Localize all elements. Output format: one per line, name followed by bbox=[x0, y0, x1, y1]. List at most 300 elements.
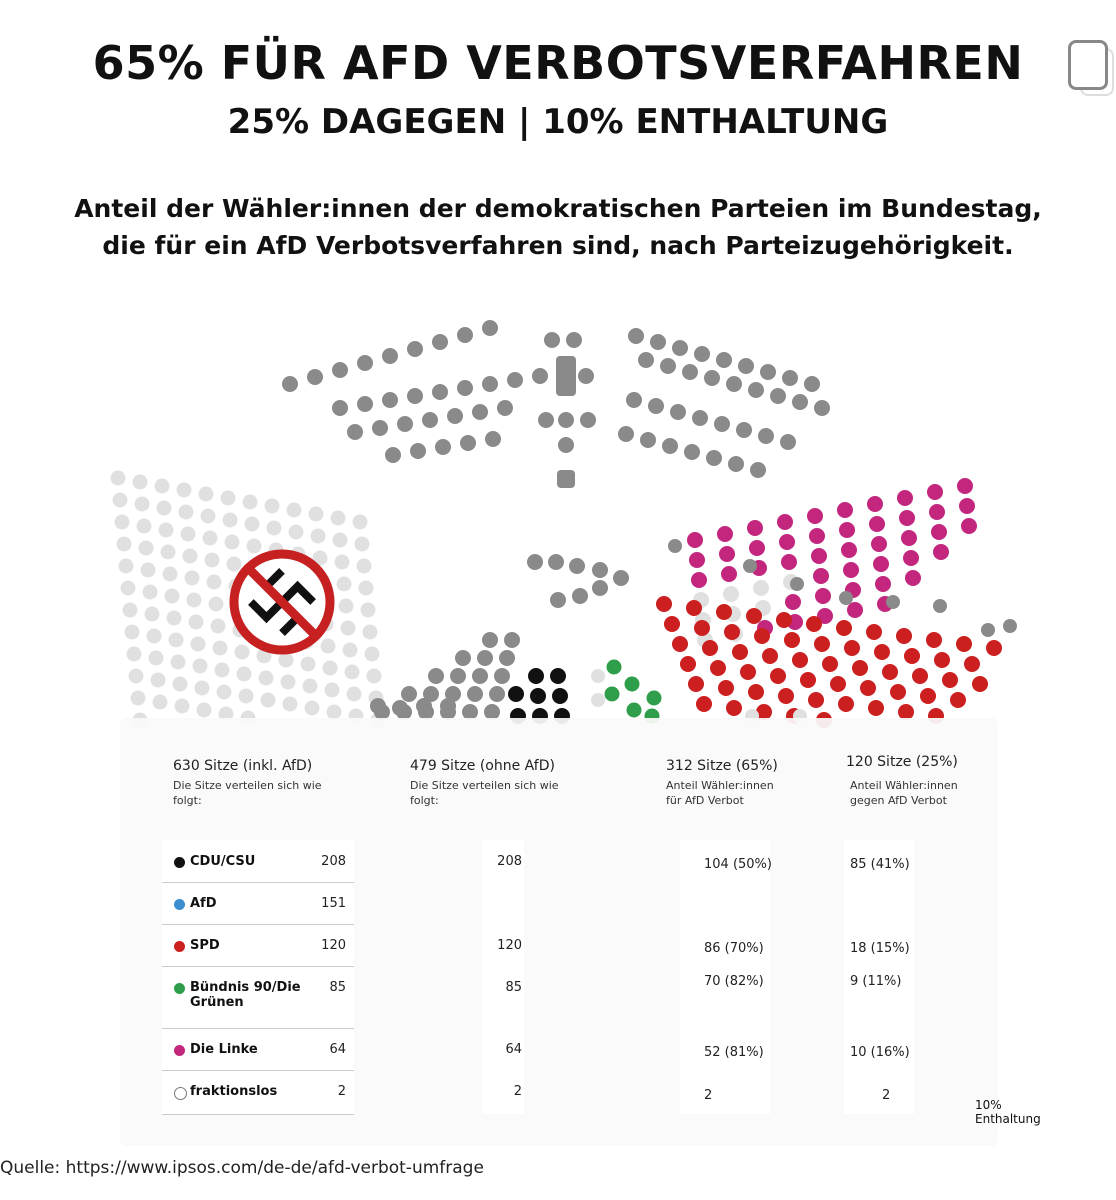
afd-seat bbox=[111, 471, 126, 486]
government-seat bbox=[472, 404, 488, 420]
gruene-seat bbox=[607, 660, 622, 675]
cdu-seat bbox=[416, 698, 432, 714]
seats-all: 120 bbox=[321, 938, 346, 953]
afd-seat bbox=[193, 659, 208, 674]
afd-seat bbox=[265, 499, 280, 514]
row-divider bbox=[162, 1028, 354, 1029]
government-seat bbox=[660, 358, 676, 374]
cdu-seat-for bbox=[552, 688, 568, 704]
seats-against-ban: 9 (11%) bbox=[850, 974, 902, 989]
afd-seat bbox=[161, 545, 176, 560]
government-seat bbox=[662, 438, 678, 454]
headline: 65% FÜR AFD VERBOTSVERFAHREN bbox=[92, 36, 1024, 90]
linke-seat bbox=[929, 504, 945, 520]
afd-seat bbox=[175, 699, 190, 714]
afd-seat bbox=[365, 647, 380, 662]
government-seat bbox=[482, 376, 498, 392]
government-seat bbox=[692, 410, 708, 426]
afd-seat bbox=[207, 575, 222, 590]
spd-seat bbox=[860, 680, 876, 696]
afd-seat bbox=[335, 555, 350, 570]
afd-seat bbox=[119, 559, 134, 574]
linke-seat bbox=[723, 586, 739, 602]
government-seat bbox=[422, 412, 438, 428]
linke-seat bbox=[927, 484, 943, 500]
afd-seat bbox=[217, 685, 232, 700]
minor-seat bbox=[613, 570, 629, 586]
afd-seat bbox=[147, 629, 162, 644]
afd-seat bbox=[279, 653, 294, 668]
spd-seat bbox=[830, 676, 846, 692]
government-seat bbox=[672, 340, 688, 356]
afd-seat bbox=[345, 665, 360, 680]
afd-seat bbox=[179, 505, 194, 520]
spd-seat bbox=[822, 656, 838, 672]
cdu-seat bbox=[370, 698, 386, 714]
afd-seat bbox=[167, 611, 182, 626]
gruene-seat bbox=[627, 703, 642, 718]
afd-seat bbox=[113, 493, 128, 508]
government-seat bbox=[332, 362, 348, 378]
government-seat bbox=[716, 352, 732, 368]
government-seat bbox=[460, 435, 476, 451]
linke-seat-neutral bbox=[790, 577, 804, 591]
government-seat bbox=[307, 369, 323, 385]
spd-seat bbox=[950, 692, 966, 708]
afd-seat bbox=[213, 641, 228, 656]
government-seat bbox=[736, 422, 752, 438]
spd-seat bbox=[748, 684, 764, 700]
minor-seat bbox=[592, 580, 608, 596]
spd-seat bbox=[926, 632, 942, 648]
minor-seat bbox=[569, 558, 585, 574]
spd-seat bbox=[956, 636, 972, 652]
afd-seat bbox=[245, 517, 260, 532]
afd-seat bbox=[191, 637, 206, 652]
linke-seat bbox=[809, 528, 825, 544]
afd-seat bbox=[225, 535, 240, 550]
spd-seat bbox=[680, 656, 696, 672]
government-seat bbox=[332, 400, 348, 416]
afd-seat bbox=[141, 563, 156, 578]
afd-seat bbox=[239, 689, 254, 704]
afd-seat bbox=[163, 567, 178, 582]
government-seat bbox=[357, 355, 373, 371]
seats-no-afd: 120 bbox=[497, 938, 522, 953]
presidium-seat bbox=[532, 368, 548, 384]
afd-seat bbox=[129, 669, 144, 684]
spd-seat bbox=[718, 680, 734, 696]
seats-no-afd: 2 bbox=[513, 1084, 522, 1099]
afd-seat bbox=[157, 501, 172, 516]
afd-seat bbox=[311, 529, 326, 544]
spd-seat bbox=[874, 644, 890, 660]
spd-seat bbox=[934, 652, 950, 668]
government-seat bbox=[684, 444, 700, 460]
linke-seat-neutral bbox=[1003, 619, 1017, 633]
linke-seat bbox=[779, 534, 795, 550]
afd-seat bbox=[137, 519, 152, 534]
afd-seat bbox=[355, 537, 370, 552]
afd-seat bbox=[173, 677, 188, 692]
afd-seat bbox=[189, 615, 204, 630]
afd-seat bbox=[227, 557, 242, 572]
afd-seat bbox=[235, 645, 250, 660]
spd-seat bbox=[852, 660, 868, 676]
afd-seat bbox=[223, 513, 238, 528]
linke-seat bbox=[873, 556, 889, 572]
government-seat bbox=[507, 372, 523, 388]
afd-seat bbox=[121, 581, 136, 596]
linke-seat-neutral bbox=[981, 623, 995, 637]
linke-seat bbox=[871, 536, 887, 552]
afd-seat bbox=[359, 581, 374, 596]
seats-all: 151 bbox=[321, 896, 346, 911]
afd-seat bbox=[183, 549, 198, 564]
afd-seat bbox=[221, 491, 236, 506]
no-swastika-icon bbox=[234, 554, 330, 650]
government-seat bbox=[432, 384, 448, 400]
government-seat bbox=[770, 388, 786, 404]
government-seat bbox=[410, 443, 426, 459]
spd-seat bbox=[686, 600, 702, 616]
afd-seat bbox=[353, 515, 368, 530]
spd-seat bbox=[732, 644, 748, 660]
linke-seat bbox=[905, 570, 921, 586]
afd-seat bbox=[127, 647, 142, 662]
government-seat bbox=[640, 432, 656, 448]
seats-for-ban: 86 (70%) bbox=[704, 941, 764, 956]
party-color-dot bbox=[174, 857, 185, 868]
government-seat bbox=[282, 376, 298, 392]
col1-head: 630 Sitze (inkl. AfD) bbox=[173, 758, 313, 774]
afd-seat bbox=[117, 537, 132, 552]
party-name: AfD bbox=[190, 896, 217, 911]
linke-seat bbox=[841, 542, 857, 558]
government-seat bbox=[792, 394, 808, 410]
source-link[interactable]: Quelle: https://www.ipsos.com/de-de/afd-verbot-umfrage bbox=[0, 1158, 484, 1178]
seats-against-ban: 85 (41%) bbox=[850, 857, 910, 872]
afd-seat bbox=[259, 671, 274, 686]
afd-seat bbox=[247, 539, 262, 554]
government-seat bbox=[457, 380, 473, 396]
afd-seat bbox=[155, 479, 170, 494]
spd-seat bbox=[792, 652, 808, 668]
seats-against-ban: 10 (16%) bbox=[850, 1045, 910, 1060]
presidium-seat bbox=[580, 412, 596, 428]
cdu-seat bbox=[489, 686, 505, 702]
party-color-dot bbox=[174, 1087, 187, 1100]
minor-seat bbox=[592, 562, 608, 578]
afd-seat bbox=[139, 541, 154, 556]
cdu-seat bbox=[455, 650, 471, 666]
seats-for-ban: 52 (81%) bbox=[704, 1045, 764, 1060]
row-divider bbox=[162, 1070, 354, 1071]
afd-seat bbox=[281, 675, 296, 690]
government-seat bbox=[407, 341, 423, 357]
party-color-dot bbox=[174, 899, 185, 910]
seats-all: 2 bbox=[337, 1084, 346, 1099]
seats-for-ban: 104 (50%) bbox=[704, 857, 772, 872]
government-seat bbox=[804, 376, 820, 392]
afd-seat bbox=[149, 651, 164, 666]
col1-sub: Die Sitze verteilen sich wie folgt: bbox=[173, 779, 322, 807]
afd-seat bbox=[199, 487, 214, 502]
linke-seat bbox=[815, 588, 831, 604]
subtitle-line-2: die für ein AfD Verbotsverfahren sind, nach Parteizugehörigkeit. bbox=[102, 231, 1014, 260]
afd-seat bbox=[123, 603, 138, 618]
cdu-seat-for bbox=[528, 668, 544, 684]
government-seat bbox=[814, 400, 830, 416]
spd-seat bbox=[800, 672, 816, 688]
gruene-seat bbox=[647, 691, 662, 706]
afd-seat bbox=[185, 571, 200, 586]
cdu-seat bbox=[499, 650, 515, 666]
party-color-dot bbox=[174, 983, 185, 994]
minor-seat bbox=[548, 554, 564, 570]
linke-seat bbox=[961, 518, 977, 534]
col3-sub: Anteil Wähler:innen für AfD Verbot bbox=[666, 779, 774, 807]
afd-seat bbox=[201, 509, 216, 524]
afd-seat bbox=[287, 503, 302, 518]
row-divider bbox=[162, 924, 354, 925]
afd-seat bbox=[177, 483, 192, 498]
government-seat bbox=[447, 408, 463, 424]
government-seat bbox=[726, 376, 742, 392]
afd-seat bbox=[305, 701, 320, 716]
cdu-seat bbox=[472, 668, 488, 684]
spd-seat bbox=[664, 616, 680, 632]
government-seat bbox=[714, 416, 730, 432]
subtitle-line-1: Anteil der Wähler:innen der demokratischen Parteien im Bundestag, bbox=[74, 194, 1042, 223]
spd-seat bbox=[740, 664, 756, 680]
linke-seat-neutral bbox=[933, 599, 947, 613]
government-seat bbox=[694, 346, 710, 362]
government-seat bbox=[385, 447, 401, 463]
subheadline: 25% DAGEGEN | 10% ENTHALTUNG bbox=[227, 102, 889, 142]
party-name: Bündnis 90/Die Grünen bbox=[190, 980, 301, 1010]
presidium-seat bbox=[558, 412, 574, 428]
spd-seat bbox=[770, 668, 786, 684]
spd-seat bbox=[808, 692, 824, 708]
government-seat bbox=[758, 428, 774, 444]
afd-seat bbox=[283, 697, 298, 712]
linke-seat bbox=[749, 540, 765, 556]
row-divider bbox=[162, 882, 354, 883]
linke-seat bbox=[807, 508, 823, 524]
linke-seat bbox=[777, 514, 793, 530]
party-color-dot bbox=[174, 1045, 185, 1056]
government-seat bbox=[357, 396, 373, 412]
afd-seat bbox=[337, 577, 352, 592]
government-seat bbox=[780, 434, 796, 450]
government-seat bbox=[435, 439, 451, 455]
spd-seat bbox=[696, 696, 712, 712]
seats-no-afd: 64 bbox=[505, 1042, 522, 1057]
afd-seat bbox=[151, 673, 166, 688]
spd-seat bbox=[838, 696, 854, 712]
government-seat bbox=[682, 364, 698, 380]
seat-table bbox=[120, 718, 1041, 1146]
afd-seat bbox=[115, 515, 130, 530]
col2-sub: Die Sitze verteilen sich wie folgt: bbox=[410, 779, 559, 807]
linke-seat bbox=[687, 532, 703, 548]
cdu-seat bbox=[450, 668, 466, 684]
minor-seat bbox=[572, 588, 588, 604]
spd-seat bbox=[702, 640, 718, 656]
linke-seat bbox=[897, 490, 913, 506]
col3-head: 312 Sitze (65%) bbox=[666, 758, 778, 774]
afd-seat bbox=[143, 585, 158, 600]
seats-no-afd: 85 bbox=[505, 980, 522, 995]
spd-seat bbox=[986, 640, 1002, 656]
party-name: CDU/CSU bbox=[190, 854, 256, 869]
afd-seat bbox=[347, 687, 362, 702]
linke-seat bbox=[689, 552, 705, 568]
seats-for-ban: 70 (82%) bbox=[704, 974, 764, 989]
linke-seat bbox=[933, 544, 949, 560]
linke-seat bbox=[847, 602, 863, 618]
gruene-seat bbox=[591, 669, 605, 683]
afd-seat bbox=[325, 683, 340, 698]
spd-seat bbox=[904, 648, 920, 664]
spd-seat bbox=[882, 664, 898, 680]
linke-seat bbox=[931, 524, 947, 540]
afd-seat bbox=[363, 625, 378, 640]
col2-card bbox=[482, 840, 524, 1114]
spd-seat bbox=[724, 624, 740, 640]
cdu-seat-for bbox=[530, 688, 546, 704]
afd-seat bbox=[153, 695, 168, 710]
party-name: SPD bbox=[190, 938, 220, 953]
seats-all: 64 bbox=[329, 1042, 346, 1057]
government-seat bbox=[738, 358, 754, 374]
afd-seat bbox=[159, 523, 174, 538]
afd-seat bbox=[261, 693, 276, 708]
afd-seat bbox=[321, 639, 336, 654]
spd-seat bbox=[656, 596, 672, 612]
seats-all: 85 bbox=[329, 980, 346, 995]
afd-seat bbox=[205, 553, 220, 568]
afd-seat bbox=[361, 603, 376, 618]
seats-all: 208 bbox=[321, 854, 346, 869]
afd-seat bbox=[125, 625, 140, 640]
linke-seat-neutral bbox=[839, 591, 853, 605]
government-seat bbox=[485, 431, 501, 447]
col2-head: 479 Sitze (ohne AfD) bbox=[410, 758, 555, 774]
government-seat bbox=[457, 327, 473, 343]
government-seat bbox=[618, 426, 634, 442]
spd-seat bbox=[896, 628, 912, 644]
presidium-seat bbox=[566, 332, 582, 348]
presidium-seat bbox=[578, 368, 594, 384]
afd-seat bbox=[333, 533, 348, 548]
seats-for-ban: 2 bbox=[704, 1088, 713, 1103]
cdu-seat bbox=[504, 632, 520, 648]
cdu-seat-for bbox=[508, 686, 524, 702]
linke-seat bbox=[781, 554, 797, 570]
spd-seat bbox=[972, 676, 988, 692]
afd-seat bbox=[215, 663, 230, 678]
linke-seat bbox=[903, 550, 919, 566]
government-seat bbox=[782, 370, 798, 386]
government-seat bbox=[626, 392, 642, 408]
spd-seat bbox=[912, 668, 928, 684]
party-name: fraktionslos bbox=[190, 1084, 278, 1099]
spd-seat bbox=[754, 628, 770, 644]
cdu-seat-for bbox=[550, 668, 566, 684]
government-seat bbox=[748, 382, 764, 398]
government-seat bbox=[382, 392, 398, 408]
spd-seat bbox=[806, 616, 822, 632]
president-chair bbox=[556, 356, 576, 396]
afd-seat bbox=[237, 667, 252, 682]
party-color-dot bbox=[174, 941, 185, 952]
row-divider bbox=[162, 966, 354, 967]
afd-seat bbox=[135, 497, 150, 512]
afd-seat bbox=[203, 531, 218, 546]
presidium-seat bbox=[558, 437, 574, 453]
linke-seat bbox=[691, 572, 707, 588]
spd-seat bbox=[746, 608, 762, 624]
afd-seat bbox=[343, 643, 358, 658]
linke-seat bbox=[875, 576, 891, 592]
linke-seat bbox=[867, 496, 883, 512]
party-name: Die Linke bbox=[190, 1042, 258, 1057]
spd-seat bbox=[672, 636, 688, 652]
gruene-seat bbox=[605, 687, 620, 702]
minor-seat bbox=[527, 554, 543, 570]
government-seat bbox=[628, 328, 644, 344]
linke-seat-neutral bbox=[668, 539, 682, 553]
cdu-seat bbox=[482, 632, 498, 648]
government-seat bbox=[760, 364, 776, 380]
government-seat bbox=[728, 456, 744, 472]
government-seat bbox=[372, 420, 388, 436]
cdu-seat bbox=[494, 668, 510, 684]
afd-seat bbox=[197, 703, 212, 718]
government-seat bbox=[347, 424, 363, 440]
spd-seat bbox=[694, 620, 710, 636]
cdu-seat bbox=[440, 698, 456, 714]
spd-seat bbox=[890, 684, 906, 700]
linke-seat bbox=[901, 530, 917, 546]
cdu-seat bbox=[401, 686, 417, 702]
government-seat bbox=[648, 398, 664, 414]
government-seat bbox=[750, 462, 766, 478]
cdu-seat bbox=[428, 668, 444, 684]
afd-seat bbox=[187, 593, 202, 608]
speaker-desk bbox=[557, 470, 575, 488]
spd-seat bbox=[716, 604, 732, 620]
presidium-seat bbox=[538, 412, 554, 428]
government-seat bbox=[670, 404, 686, 420]
linke-seat bbox=[719, 546, 735, 562]
government-seat bbox=[432, 334, 448, 350]
spd-seat bbox=[866, 624, 882, 640]
linke-seat bbox=[813, 568, 829, 584]
afd-seat bbox=[169, 633, 184, 648]
spd-seat bbox=[726, 700, 742, 716]
linke-seat-neutral bbox=[886, 595, 900, 609]
seats-against-ban: 2 bbox=[882, 1088, 891, 1103]
linke-seat bbox=[717, 526, 733, 542]
spd-seat bbox=[688, 676, 704, 692]
afd-seat bbox=[131, 691, 146, 706]
afd-seat bbox=[367, 669, 382, 684]
government-seat bbox=[407, 388, 423, 404]
government-seat bbox=[638, 352, 654, 368]
